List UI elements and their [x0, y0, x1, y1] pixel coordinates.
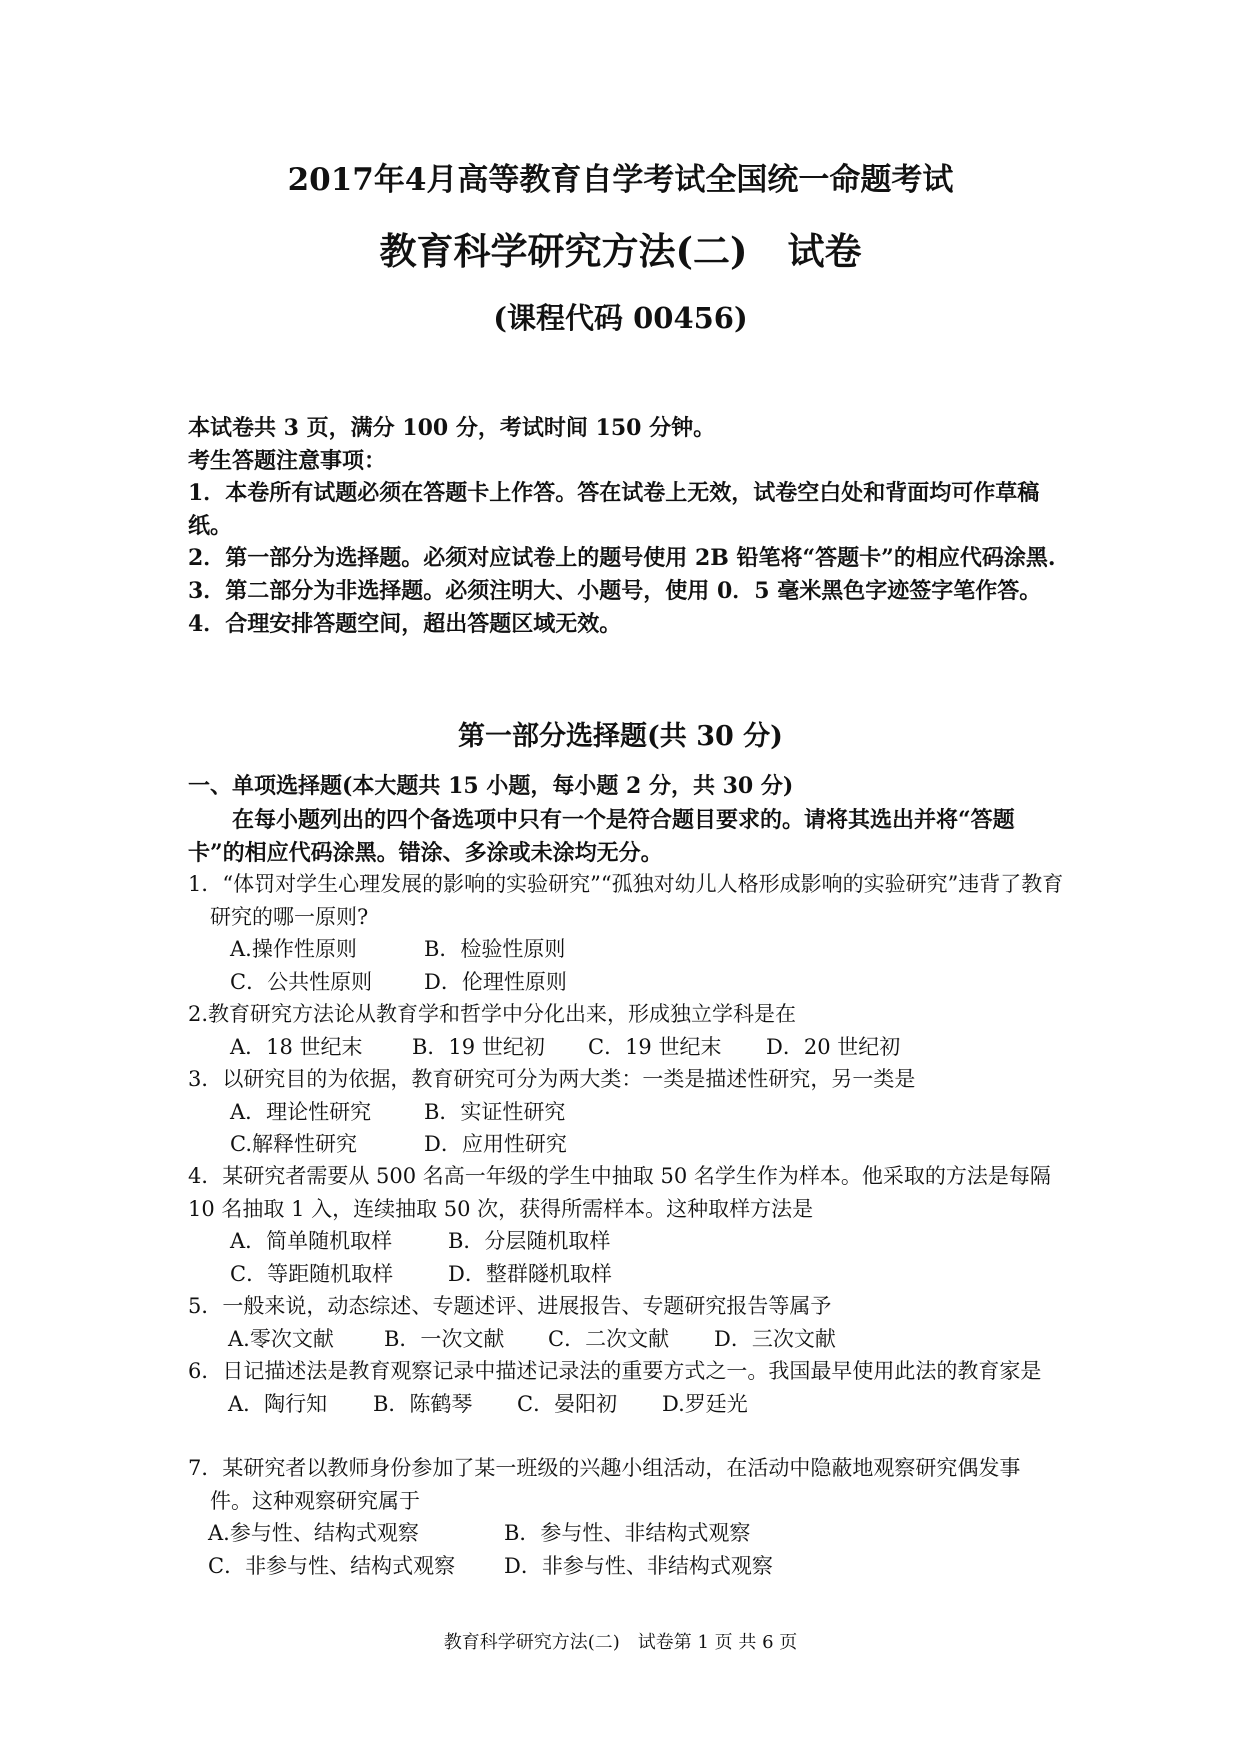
option-row	[188, 1258, 1068, 1291]
option-row	[188, 1323, 1068, 1356]
section-instruction: 在每小题列出的四个备选项中只有一个是符合题目要求的。请将其选出并将“答题卡”的相应代码涂黑。错涂、多涂或未涂均无分。	[188, 807, 1015, 866]
option-row	[188, 1128, 1068, 1161]
option-a: A．陶行知	[228, 1391, 328, 1416]
exam-notes	[188, 412, 1068, 640]
question-stem: 6．日记描述法是教育观察记录中描述记录法的重要方式之一。我国最早使用此法的教育家是	[188, 1359, 1042, 1383]
question-1	[188, 868, 1068, 998]
question-3	[188, 1063, 1068, 1161]
option-d: D．伦理性原则	[424, 969, 567, 994]
question-4	[188, 1160, 1068, 1290]
option-a: A.零次文献	[228, 1326, 334, 1351]
option-b: B．一次文献	[384, 1326, 505, 1351]
option-row	[188, 1517, 1068, 1550]
question-stem: 4．某研究者需要从 500 名高一年级的学生中抽取 50 名学生作为样本。他采取的方法是每隔 10 名抽取 1 入，连续抽取 50 次，获得所需样本。这种取样方法是	[188, 1164, 1051, 1221]
question-6	[188, 1355, 1068, 1420]
question-2	[188, 998, 1068, 1063]
option-d: D．整群隧机取样	[448, 1261, 612, 1286]
paper-label: 试卷	[787, 229, 862, 273]
question-5	[188, 1290, 1068, 1355]
question-stem: 3．以研究目的为依据，教育研究可分为两大类：一类是描述性研究，另一类是	[188, 1067, 916, 1091]
option-a: A.操作性原则	[230, 937, 357, 961]
option-b: B．实证性研究	[424, 1099, 566, 1124]
question-stem: 7．某研究者以教师身份参加了某一班级的兴趣小组活动，在活动中隐蔽地观察研究偶发事件。这种观察研究属于	[188, 1456, 1021, 1513]
option-c: C．非参与性、结构式观察	[208, 1553, 456, 1578]
notes-heading: 考生答题注意事项：	[188, 447, 387, 474]
notes-item: 2．第一部分为选择题。必须对应试卷上的题号使用 2B 铅笔将“答题卡”的相应代码涂黑.	[188, 545, 1056, 572]
option-c: C．二次文献	[548, 1326, 670, 1351]
option-a: A.参与性、结构式观察	[208, 1521, 419, 1545]
option-row	[188, 933, 1068, 966]
option-d: D．三次文献	[714, 1326, 836, 1351]
option-a: A．18 世纪末	[230, 1034, 363, 1059]
option-a: A．理论性研究	[230, 1099, 372, 1124]
option-b: B．参与性、非结构式观察	[504, 1521, 751, 1545]
option-d: D．非参与性、非结构式观察	[504, 1553, 773, 1578]
notes-item: 1．本卷所有试题必须在答题卡上作答。答在试卷上无效，试卷空白处和背面均可作草稿纸。	[188, 480, 1040, 539]
subject-title	[0, 228, 1241, 274]
option-c: C．19 世纪末	[588, 1034, 722, 1059]
option-b: B．分层随机取样	[448, 1229, 611, 1253]
section-title: 一、单项选择题(本大题共 15 小题，每小题 2 分，共 30 分)	[188, 773, 794, 799]
notes-summary: 本试卷共 3 页，满分 100 分，考试时间 150 分钟。	[188, 415, 716, 441]
option-d: D．20 世纪初	[766, 1034, 901, 1059]
notes-item: 3．第二部分为非选择题。必须注明大、小题号，使用 0．5 毫米黑色字迹签字笔作答。	[188, 577, 1042, 604]
notes-item: 4．合理安排答题空间，超出答题区域无效。	[188, 610, 622, 637]
option-c: C．等距随机取样	[230, 1261, 394, 1286]
exam-title: 2017年4月高等教育自学考试全国统一命题考试	[287, 162, 954, 198]
option-b: B．19 世纪初	[412, 1034, 545, 1059]
option-d: D.罗廷光	[662, 1391, 748, 1416]
option-a: A．简单随机取样	[230, 1229, 393, 1253]
question-7	[188, 1452, 1068, 1582]
option-row	[188, 966, 1068, 999]
option-row	[188, 1550, 1068, 1583]
option-d: D．应用性研究	[424, 1132, 567, 1156]
option-row	[188, 1031, 1068, 1064]
option-row	[188, 1096, 1068, 1129]
question-stem: 5．一般来说，动态综述、专题述评、进展报告、专题研究报告等属予	[188, 1294, 832, 1318]
question-stem: 1．“体罚对学生心理发展的影响的实验研究”“孤独对幼儿人格形成影响的实验研究”违背了教育研究的哪一原则?	[188, 872, 1064, 929]
option-b: B．检验性原则	[424, 937, 566, 961]
option-row	[188, 1225, 1068, 1258]
option-c: C．晏阳初	[517, 1391, 618, 1416]
part1-heading: 第一部分选择题(共 30 分)	[458, 721, 783, 752]
page-footer: 教育科学研究方法(二) 试卷第 1 页 共 6 页	[443, 1632, 798, 1653]
subject-name: 教育科学研究方法(二)	[379, 229, 748, 273]
option-b: B．陈鹤琴	[373, 1391, 473, 1416]
option-c: C.解释性研究	[230, 1132, 357, 1156]
course-code: (课程代码 00456)	[493, 301, 748, 335]
option-c: C．公共性原则	[230, 969, 373, 994]
question-stem: 2.教育研究方法论从教育学和哲学中分化出来，形成独立学科是在	[188, 1002, 797, 1026]
option-row	[188, 1388, 1068, 1421]
